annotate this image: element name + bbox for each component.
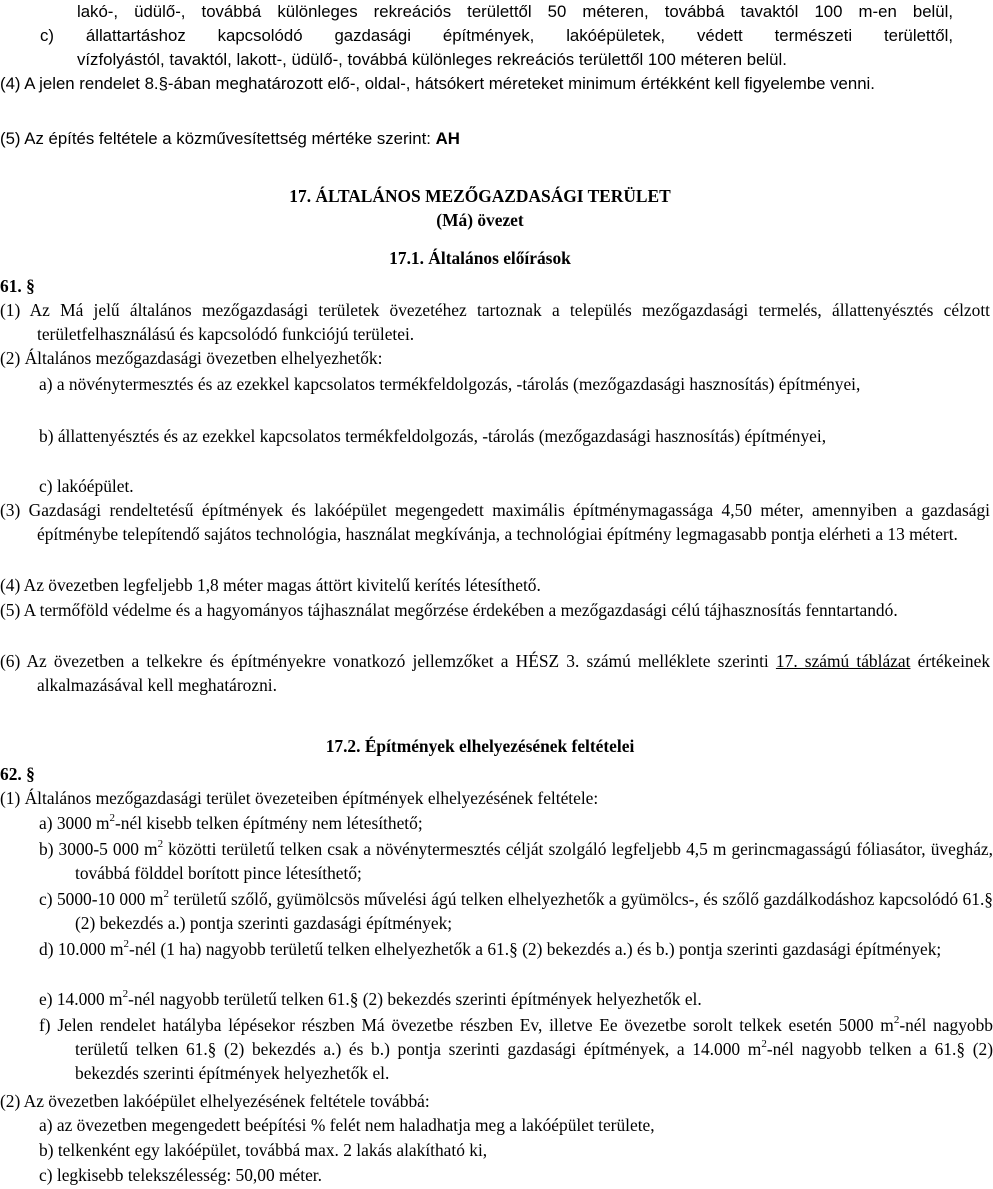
text-line (40, 24, 953, 48)
s61-p2a: a) a növénytermesztés és az ezekkel kapcsolatos termékfeldolgozás, -tárolás (mezőgazdasági hasznosítás) építményei, (39, 374, 861, 394)
text-line-1: lakó-, üdülő-, továbbá különleges rekreációs területtől 50 méteren, továbbá tavaktól 100 m-en belül, (77, 2, 953, 21)
text-line (77, 0, 953, 24)
section-title-line2: (Má) övezet (436, 209, 524, 230)
paragraph-head-62: 62. § (0, 764, 35, 784)
paragraph-head-61: 61. § (0, 276, 35, 296)
subsection-title: 17.1. Általános előírások (389, 248, 571, 268)
table-reference-link[interactable]: 17. számú táblázat (775, 651, 911, 671)
s62-p2c: c) legkisebb telekszélesség: 50,00 méter. (39, 1165, 322, 1185)
paragraph-5 (0, 127, 953, 151)
paragraph-4 (0, 72, 990, 96)
s61-p5: (5) A termőföld védelme és a hagyományos tájhasználat megőrzése érdekében a mezőgazdasági célú tájhasznosítás fenntartandó. (0, 600, 898, 620)
s62-p2a: a) az övezetben megengedett beépítési % felét nem haladhatja meg a lakóépület területe, (39, 1115, 655, 1135)
s62-item-f: f) Jelen rendelet hatályba lépésekor részben Má övezetbe részben Ev, illetve Ee övezetbe sorolt telkek esetén 5000 $m^2$-nél nagyobb területű telken 61.§ (2) bekezdés a.) és b.) pontja szerinti gazdasági építmények, a 14.000 $m^2$-nél nagyobb telken a 61.§ (2) bekezdés szerinti építmények helyezhetők el. (39, 1014, 993, 1083)
section-title (0, 185, 960, 233)
s62-item-a: a) 3000 $m^2$-nél kisebb telken építmény nem létesíthető; (39, 812, 423, 833)
s62-item-d: d) 10.000 $m^2$-nél (1 ha) nagyobb területű telken elhelyezhetők a 61.§ (2) bekezdés a.) és b.) pontja szerinti gazdasági építmények; (39, 938, 942, 959)
s61-p1: (1) Az Má jelű általános mezőgazdasági területek övezetéhez tartoznak a település mezőgazdasági termelés, állattenyésztés célzott területfelhasználású és kapcsolódó funkciójú területei. (0, 300, 990, 344)
s61-p4: (4) Az övezetben legfeljebb 1,8 méter magas áttört kivitelű kerítés létesíthető. (0, 575, 541, 595)
text-line-2: c) állattartáshoz kapcsolódó gazdasági építmények, lakóépületek, védett természeti területtől, (40, 26, 953, 45)
s61-p2c: c) lakóépület. (39, 476, 134, 496)
s61-p6: (6) Az övezetben a telkekre és építményekre vonatkozó jellemzőket a HÉSZ 3. számú melléklete szerinti 17. számú táblázat értékeinek alkalmazásával kell meghatározni. (0, 651, 991, 695)
paragraph-4-text: (4) A jelen rendelet 8.§-ában meghatározott elő-, oldal-, hátsókert méreteket minimum értékként kell figyelembe venni. (0, 74, 875, 93)
s61-p2b: b) állattenyésztés és az ezekkel kapcsolatos termékfeldolgozás, -tárolás (mezőgazdasági hasznosítás) építményei, (39, 426, 827, 446)
s62-item-c: c) 5000-10 000 $m^2$ területű szőlő, gyümölcsös művelési ágú telken elhelyezhetők a gyümölcs-, és szőlő gazdálkodáshoz kapcsolódó 61.§ (2) bekezdés a.) pontja szerinti gazdasági építmények; (39, 888, 993, 933)
text-line-3: vízfolyástól, tavaktól, lakott-, üdülő-, továbbá különleges rekreációs területtől 100 méteren belül. (77, 50, 787, 69)
s62-item-e: e) 14.000 $m^2$-nél nagyobb területű telken 61.§ (2) bekezdés szerinti építmények helyezhetők el. (39, 988, 702, 1009)
s62-p1: (1) Általános mezőgazdasági terület övezeteiben építmények elhelyezésének feltétele: (0, 788, 599, 808)
s62-item-b: b) 3000-5 000 $m^2$ közötti területű telken csak a növénytermesztés célját szolgáló legfeljebb 4,5 m gerincmagasságú fóliasátor, üvegház, továbbá földdel borított pince létesíthető; (39, 838, 993, 883)
s62-p2b: b) telkenként egy lakóépület, továbbá max. 2 lakás alakítható ki, (39, 1140, 488, 1160)
subsection-title-2: 17.2. Építmények elhelyezésének feltételei (325, 736, 635, 756)
paragraph-5-bold: AH (435, 129, 460, 148)
s61-p3: (3) Gazdasági rendeltetésű építmények és lakóépület megengedett maximális építménymagassága 4,50 méter, amennyiben a gazdasági építménybe telepítendő sajátos technológia, használat megkívánja, a technológiai építmény legmagasabb pontja elérheti a 13 métert. (0, 500, 990, 544)
text-line (77, 48, 953, 72)
s61-p2: (2) Általános mezőgazdasági övezetben elhelyezhetők: (0, 348, 383, 368)
s62-p2: (2) Az övezetben lakóépület elhelyezésének feltétele továbbá: (0, 1091, 430, 1111)
paragraph-5-text: (5) Az építés feltétele a közművesítettség mértéke szerint: (0, 129, 436, 148)
section-title-line1: 17. ÁLTALÁNOS MEZŐGAZDASÁGI TERÜLET (289, 186, 671, 206)
